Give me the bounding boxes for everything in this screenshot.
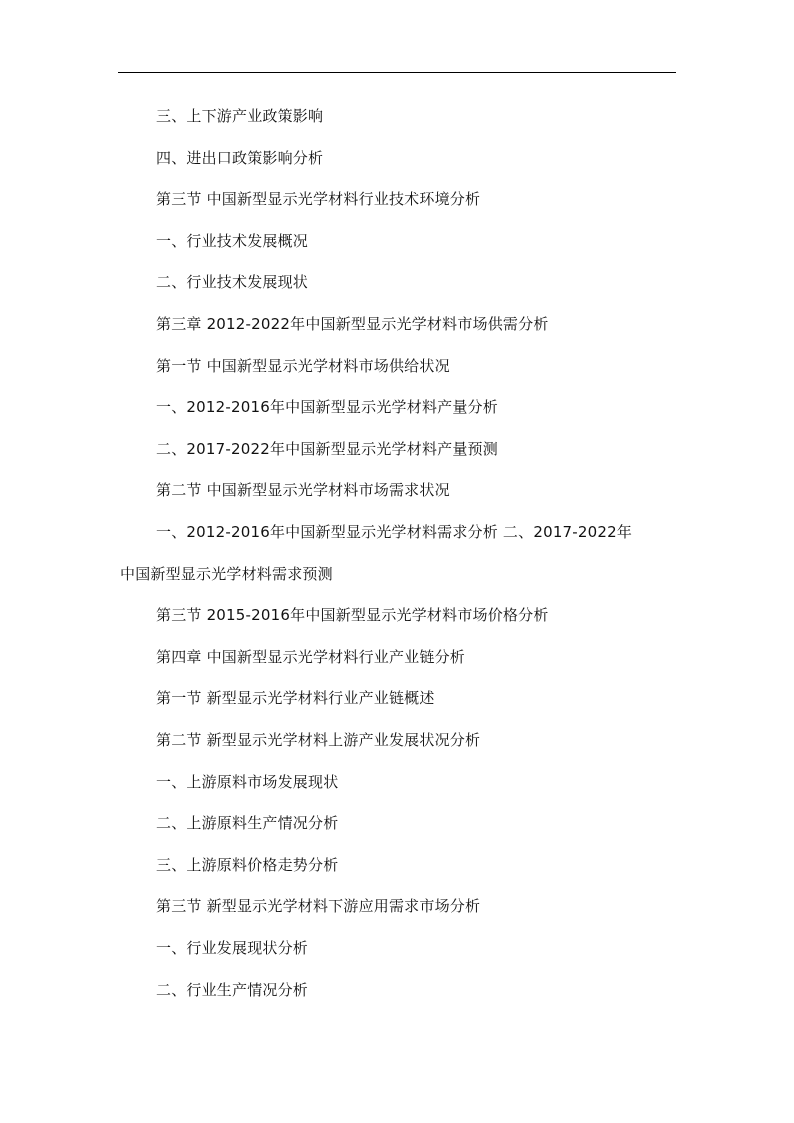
toc-section-heading: 第一节 新型显示光学材料行业产业链概述 <box>156 689 435 707</box>
toc-line-continuation: 中国新型显示光学材料需求预测 <box>120 565 333 583</box>
toc-line: 一、行业发展现状分析 <box>156 939 309 957</box>
toc-section-heading: 第二节 新型显示光学材料上游产业发展状况分析 <box>156 731 481 749</box>
toc-section-heading: 第一节 中国新型显示光学材料市场供给状况 <box>156 357 450 375</box>
toc-line: 二、2017-2022年中国新型显示光学材料产量预测 <box>156 440 498 458</box>
toc-chapter-heading: 第三章 2012-2022年中国新型显示光学材料市场供需分析 <box>156 315 549 333</box>
toc-section-heading: 第三节 中国新型显示光学材料行业技术环境分析 <box>156 190 481 208</box>
toc-section-heading: 第三节 新型显示光学材料下游应用需求市场分析 <box>156 897 481 915</box>
toc-line: 二、行业生产情况分析 <box>156 981 309 999</box>
toc-line: 二、行业技术发展现状 <box>156 273 309 291</box>
toc-line: 一、行业技术发展概况 <box>156 232 309 250</box>
toc-line: 一、2012-2016年中国新型显示光学材料需求分析 二、2017-2022年 <box>156 523 633 541</box>
toc-line: 二、上游原料生产情况分析 <box>156 814 339 832</box>
toc-chapter-heading: 第四章 中国新型显示光学材料行业产业链分析 <box>156 648 465 666</box>
toc-line: 四、进出口政策影响分析 <box>156 149 324 167</box>
toc-line: 一、2012-2016年中国新型显示光学材料产量分析 <box>156 398 498 416</box>
toc-line: 三、上下游产业政策影响 <box>156 107 324 125</box>
toc-line: 一、上游原料市场发展现状 <box>156 773 339 791</box>
toc-section-heading: 第二节 中国新型显示光学材料市场需求状况 <box>156 481 450 499</box>
toc-line: 三、上游原料价格走势分析 <box>156 856 339 874</box>
header-rule <box>118 72 676 73</box>
toc-section-heading: 第三节 2015-2016年中国新型显示光学材料市场价格分析 <box>156 606 549 624</box>
